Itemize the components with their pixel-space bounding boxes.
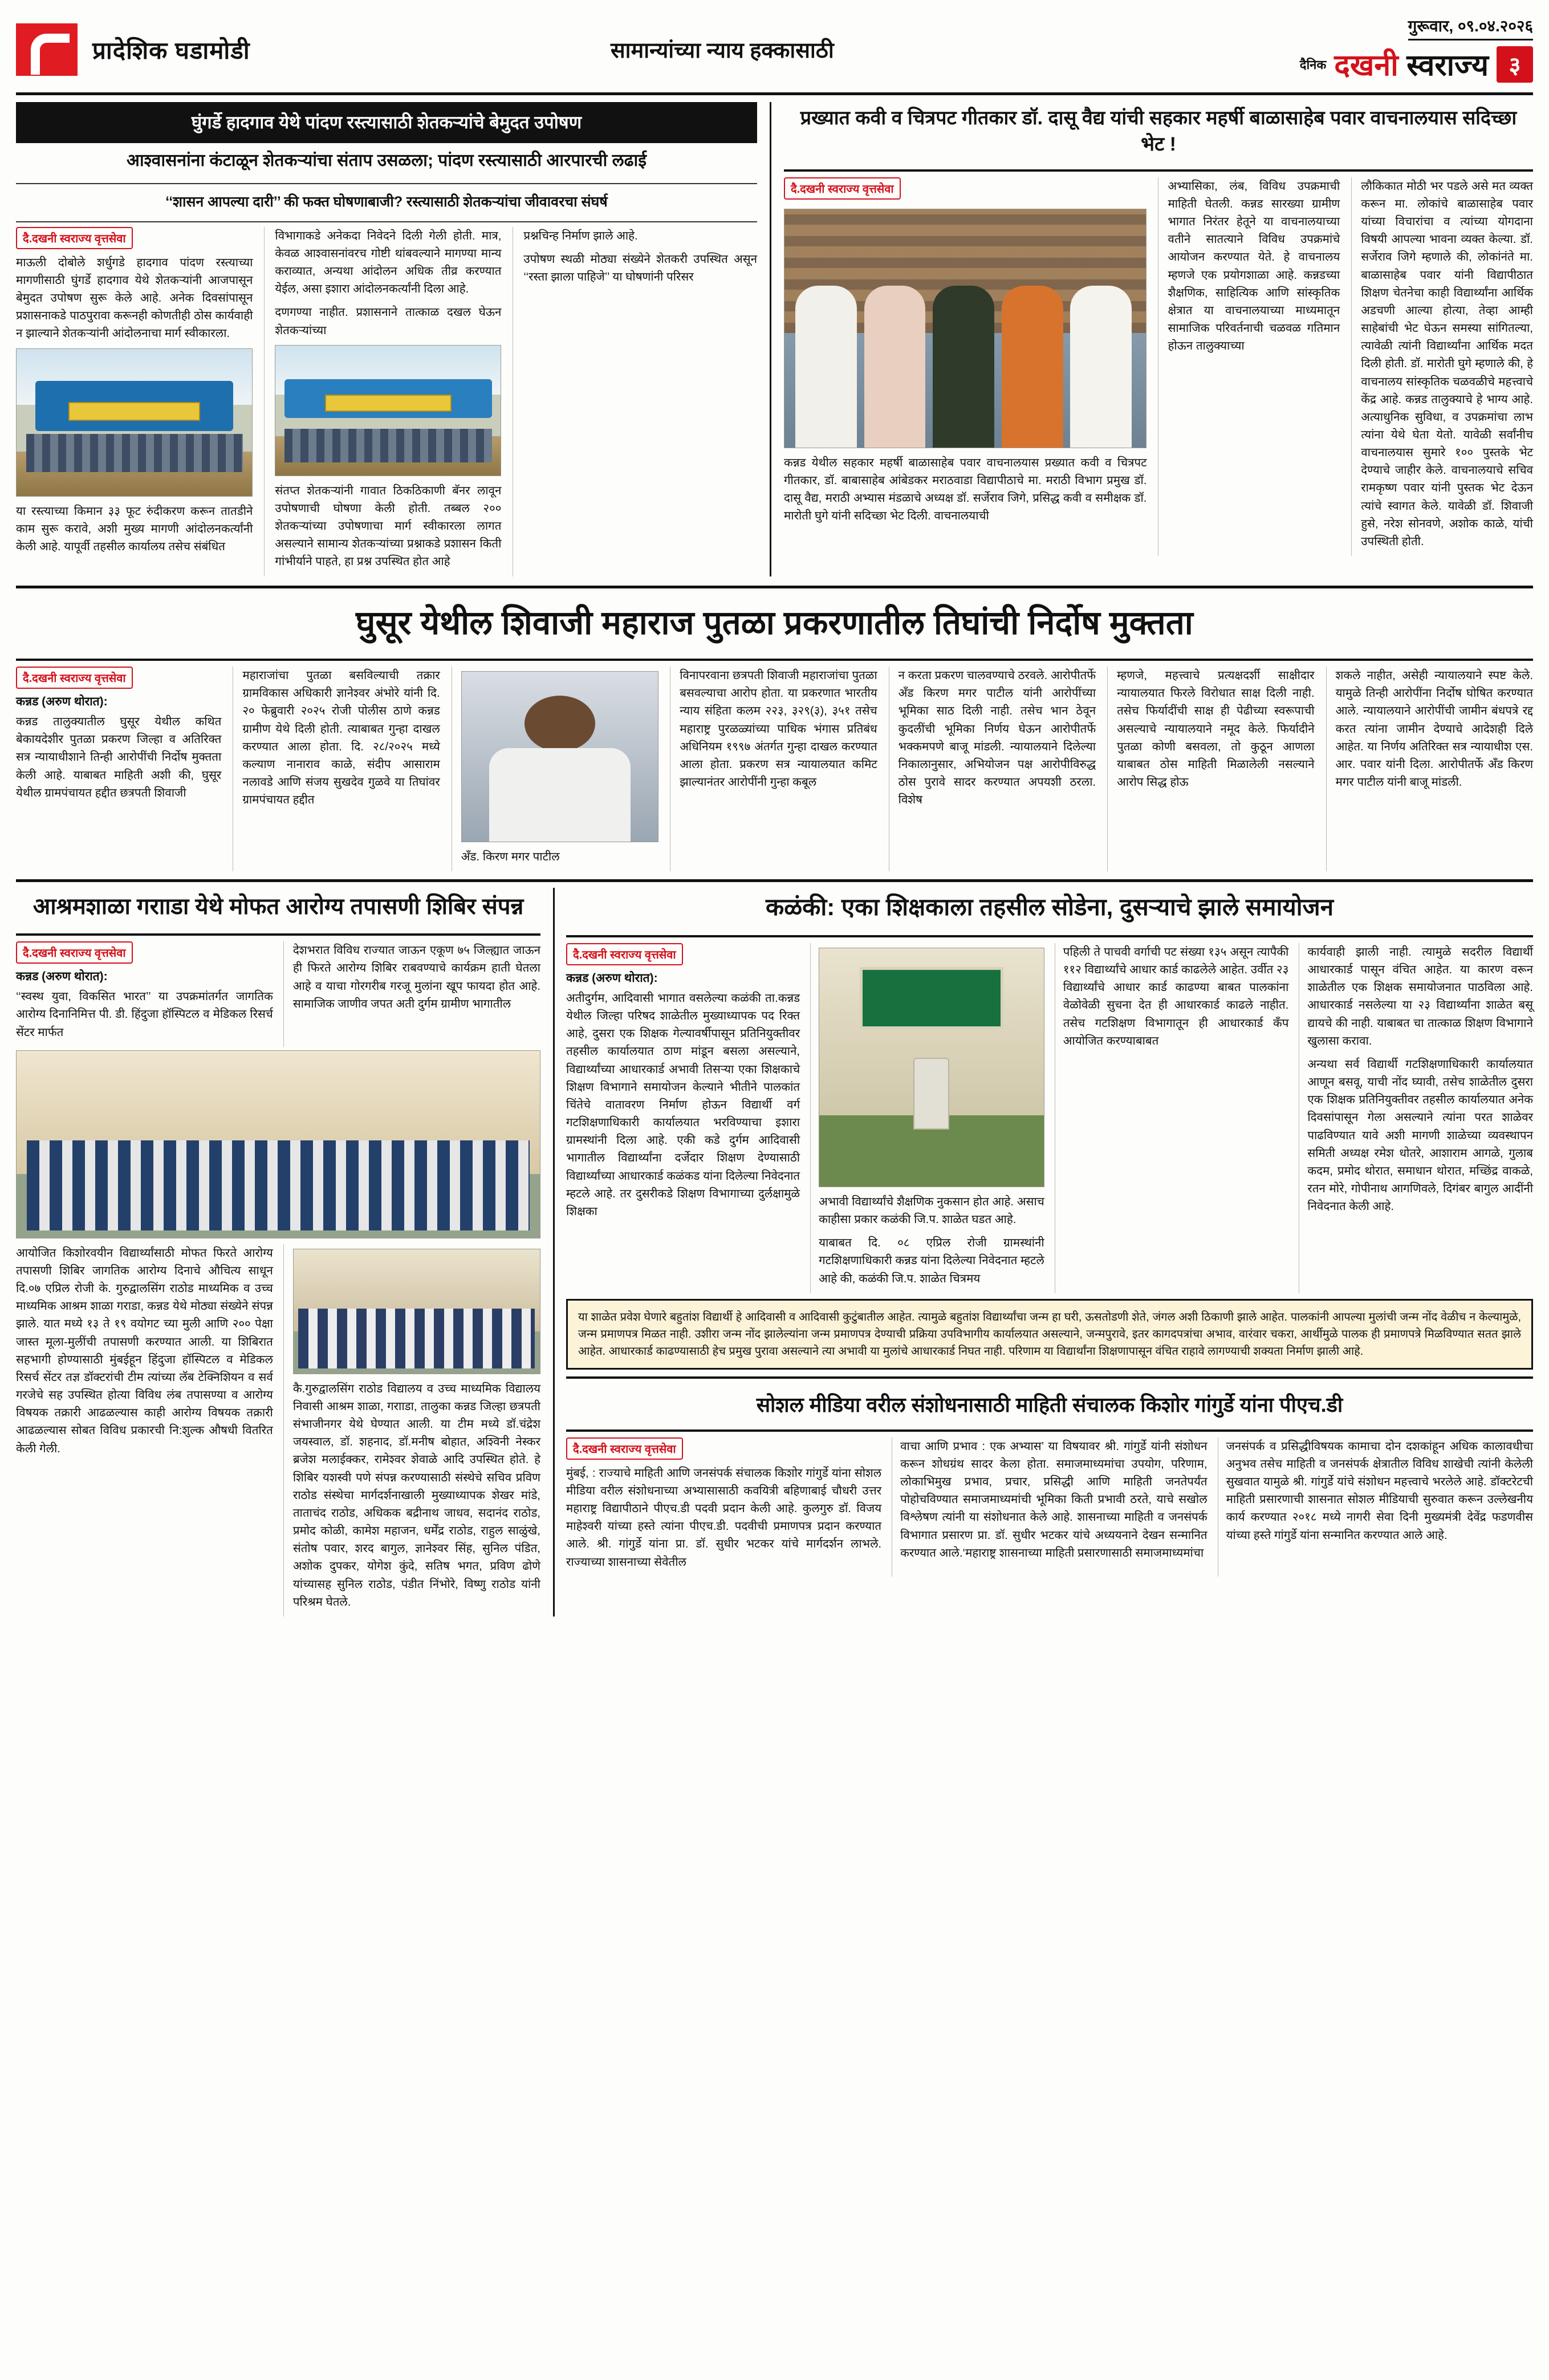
story1-subhead: आश्वासनांना कंटाळून शेतकऱ्यांचा संताप उसळला; पांदण रस्त्यासाठी आरपारची लढाई <box>127 151 647 170</box>
story4-location: कन्नड (अरुण थोरात): <box>16 970 108 984</box>
section-title: प्रादेशिक घडामोडी <box>92 36 250 64</box>
story5-para-0: अतीदुर्गम, आदिवासी भागात वसलेल्या कळंकी ता.कन्नड येथील जिल्हा परिषद शाळेतील मुख्याध्यापक पद रिक्त आहे, दुसरा एक शिक्षक गेल्यावर्षीपासून प्रतिनियुक्तीवर तहसील कार्यालयात ठाण मांडून बसला असल्याने, विद्यार्थ्यांच्या आधारकार्ड अभावी तिसऱ्या एका शिक्षकाचे शिक्षण विभागाने समायोजन केल्याने भीतीने पालकांत चिंतेचे वातावरण निर्माण होऊन विद्यार्थी वर्ग गटशिक्षणाधिकारी कार्यालयात भरविण्याचा इशारा ग्रामस्थांनी दिला आहे. एकी कडे दुर्गम आदिवासी भागातील विद्यार्थ्यांना दर्जेदार शिक्षण देण्यासाठी विद्यार्थ्यांच्या आधारकार्ड कळंकड यांना दिलेल्या निवेदनात म्हटले आहे. तर दुसरीकडे शिक्षण विभागाच्या दुर्लक्षामुळे शिक्षका <box>566 992 800 1218</box>
story2-para-1: अभ्यासिका, लंब, विविध उपक्रमाची माहिती घेतली. कन्नड सारख्या ग्रामीण भागात निरंतर हेतूने या वाचनालयाच्या वतीने सातत्याने विविध उपक्रमांचे आयोजन करण्यात येते. हे वाचनालय म्हणजे एक प्रयोगशाळा आहे. कन्नडच्या शैक्षणिक, साहित्यिक आणि सांस्कृतिक क्षेत्रात या वाचनालयाच्या माध्यमातून सामाजिक परिवर्तनाची चळवळ गतिमान होऊन तालुक्याच्या <box>1168 179 1340 353</box>
story4-para-3: कै.गुरुद्वालसिंग राठोड विद्यालय व उच्च माध्यमिक विद्यालय निवासी आश्रम शाळा, गरााडा, तालुका कन्नड जिल्हा छत्रपती संभाजीनगर येथे घेण्यात आली. या टीम मध्ये डॉ.चंद्रेश जयस्वाल, डॉ. शहनाद, डॉ.मनीष बोहात, अश्विनी नेस्कर ब्रजेश मलाईक्कर, रामेश्वर शेवाळे आदि उपस्थित होते. हे शिबिर यशस्वी पणे संपन्न करण्यासाठी संस्थेचे सचिव प्रविण राठोड संस्थेचा मार्गदर्शनाखाली मुख्याध्यापक शेखर मांडे, ताताचंद राठोड, अधिकक बद्रीनाथ जाधव, सदानंद राठोड, प्रमोद कोळी, कामेश महाजन, धर्मेंद्र राठोड, राहुल साळुंखे, संतोष पवार, शरद बागुल, ज्ञानेश्वर सिंह, सुनिल पंडित, अशोक दुपकर, योगेश कुंदे, सतिष भगत, प्रविण ढोणे यांच्यासह सुनिल राठोड, पंडीत निंभोरे, विष्णु राठोड यांनी परिश्रम घेतले. <box>292 1382 540 1609</box>
story6-para-2: जनसंपर्क व प्रसिद्धीविषयक कामाचा दोन दशकांहून अधिक कालावधीचा अनुभव तसेच माहिती व जनसंपर्क क्षेत्रातील विविध शाखेची त्यांनी केलेली सुखवात यामुळे श्री. गांगुर्डे यांचे संशोधन महत्त्वाचे भरलेले आहे. डॉक्टरेटची माहिती प्रसारणाची शासनात सोशल मीडियाची सुरुवात करून उल्लेखनीय कार्य करण्यात २०१८ मध्ये नागरी सेवा दिनी मुख्यमंत्री देवेंद्र फडणवीस यांच्या हस्ते गांगुर्डे यांना सन्मानित करण्यात आले आहे. <box>1226 1439 1533 1542</box>
story-health-camp <box>16 888 540 1617</box>
story5-para-4: कार्यवाही झाली नाही. त्यामुळे सदरील विद्यार्थी आधारकार्ड पासून वंचित आहेत. या कारण वरून शाळेतील एक शिक्षक समायोजनात पाठविला आहे. आधारकार्ड नसलेल्या या २३ विद्यार्थ्यांना शाळेत बसू द्यायचे की नाही. याबाबत चा तात्काळ शिक्षण विभागाने खुलासा करावा. <box>1307 945 1533 1047</box>
story4-headline: आश्रमशाळा गरााडा येथे मोफत आरोग्य तपासणी शिबिर संपन्न <box>32 894 524 920</box>
story2-photo <box>784 209 1146 448</box>
story2-byline: दै.दखनी स्वराज्य वृत्तसेवा <box>784 177 901 200</box>
story1-para-1: या रस्त्याच्या किमान ३३ फूट रुंदीकरण करून तातडीने काम सुरू करावे, अशी मुख्य मागणी आंदोलनकर्त्यांनी केली आहे. यापूर्वी तहसील कार्यालय तसेच संबंधित <box>16 504 253 553</box>
story4-byline: दै.दखनी स्वराज्य वृत्तसेवा <box>16 941 133 964</box>
story3-photo-caption: अँड. किरण मगर पाटील <box>461 850 560 864</box>
story1-para-5: प्रश्नचिन्ह निर्माण झाले आहे. <box>523 229 638 242</box>
story5-byline: दै.दखनी स्वराज्य वृत्तसेवा <box>566 943 683 965</box>
story1-byline: दै.दखनी स्वराज्य वृत्तसेवा <box>16 227 133 249</box>
story-teacher-transfer <box>553 888 1533 1617</box>
page-number-badge: ३ <box>1497 46 1533 83</box>
notice-box: या शाळेत प्रवेश घेणारे बहुतांश विद्यार्थी हे आदिवासी व आदिवासी कुटुंबातील आहेत. त्यामुळे बहुतांश विद्यार्थ्यांचा जन्म हा घरी, ऊसतोडणी शेते, जंगल अशी ठिकाणी झाले आहेत. पालकांनी आपल्या मुलांची जन्म नोंद वेळीच न केल्यामुळे, जन्म प्रमाणपत्र मिळत नाही. उशीरा जन्म नोंद झालेल्यांना जन्म प्रमाणपत्र देण्याची प्रक्रिया उपविभागीय कार्यालयात असल्याने, जन्मपुरावे, इतर कागदपत्रांचा अभाव, वारंवार चकरा, आर्थीमुळे पालक ही प्रमाणपत्रे मिळविण्यात सतत झाले आहेत. आधारकार्ड काढण्यासाठी हेच प्रमुख पुरावा असल्याने त्या अभावी या मुलांचे आधारकार्ड निघत नाही. परिणाम या विद्यार्थांना शिक्षणापासून वंचित राहावे लागण्याची शक्यता निर्माण झाली आहे. <box>566 1299 1533 1370</box>
story3-location: कन्नड (अरुण थोरात): <box>16 695 108 709</box>
story2-para-2: लौकिकात मोठी भर पडले असे मत व्यक्त करून मा. लोकांचे बाळासाहेब पवार यांच्या विचारांचा व त्यांच्या योगदाना विषयी आपल्या भावना व्यक्त केल्या. डॉ. सर्जेराव जिगे म्हणाले की, लोकांनंते मा. बाळासाहेब पवार यांनी विद्यापीठात शिक्षण चेतनेचा काही विद्यार्थ्यांना आर्थिक अडचणी आल्या होत्या, तेव्हा आम्ही साहेबांची भेट घेऊन समस्या सांगितल्या, त्यावेळी त्यांनी विद्यार्थ्यांना आर्थिक मदत दिली होती. डॉ. मारोती घुगे म्हणाले की, हे वाचनालय सांस्कृतिक चळवळीचे महत्त्वाचे केंद्र आहे. कन्नड तालुक्याचे हे भाग्य आहे. अत्याधुनिक सुविधा, व उपक्रमांचा लाभ त्यांना येथे घेता येतो. यावेळी सर्वांनीच वाचनालयास सुमारे १०० पुस्तके भेट देण्याचे जाहीर केले. वाचनालयाचे सचिव रामकृष्ण पवार यांनी पुस्तक भेट देऊन त्यांचे स्वागत केले. यावेळी डॉ. शिवाजी हुसे, नरेश सोनवणे, अशोक काळे, यांची उपस्थिती होती. <box>1361 179 1533 548</box>
story5-location: कन्नड (अरुण थोरात): <box>566 972 658 985</box>
masthead-tagline: सामान्यांच्या न्याय हक्कासाठी <box>610 39 834 63</box>
bottom-stories-row <box>16 888 1533 1617</box>
story2-para-0: कन्नड येथील सहकार महर्षी बाळासाहेब पवार वाचनालयास प्रख्यात कवी व चित्रपट गीतकार, डॉ. बाबासाहेब आंबेडकर मराठवाडा विद्यापीठाचे मा. मराठी विभाग प्रमुख डॉ. दासू वैद्य, मराठी अभ्यास मंडळाचे अध्यक्ष डॉ. सर्जेराव जिगे, प्रसिद्ध कवी व समीक्षक डॉ. मारोती घुगे यांनी सदिच्छा भेट दिली. वाचनालयाची <box>784 456 1147 523</box>
story3-para-0: कन्नड तालुक्यातील घुसूर येथील कथित बेकायदेशीर पुतळा प्रकरण जिल्हा व अतिरिक्त सत्र न्यायाधीशाने तिन्ही आरोपींची निर्दोष मुक्तता केली आहे. याबाबत माहिती अशी की, घुसूर येथील ग्रामपंचायत हद्दीत छत्रपती शिवाजी <box>16 715 222 799</box>
story4-photo <box>16 1050 540 1238</box>
story3-portrait-photo <box>461 671 658 842</box>
story3-para-1: महाराजांचा पुतळा बसविल्याची तक्रार ग्रामविकास अधिकारी ज्ञानेश्वर अंभोरे यांनी दि. २० फेब्रुवारी २०२५ रोजी पोलीस ठाणे कन्नड ग्रामीण येथे दिली होती. त्याबाबत गुन्हा दाखल करण्यात आला होता. दि. २८/२०२५ मध्ये कल्याण नानाराव काळे, संदीप आसाराम नलावडे आणि संजय सुखदेव गुळवे या तिघांवर ग्रामपंचायत हद्दीत <box>242 669 440 807</box>
brand-name-1: दखनी <box>1334 49 1398 82</box>
story5-para-2: याबाबत दि. ०८ एप्रिल रोजी ग्रामस्थांनी गटशिक्षणाधिकारी कन्नड यांना दिलेल्या निवेदनात म्हटले आहे की, कळंकी जि.प. शाळेत चित्रमय <box>819 1236 1044 1285</box>
story-hunger-strike <box>16 102 757 576</box>
masthead <box>16 15 1533 95</box>
story6-para-0: मुंबई, : राज्याचे माहिती आणि जनसंपर्क संचालक किशोर गांगुर्डे यांना सोशल मीडिया वरील संशोधनाच्या अभ्यासासाठी कवयित्री बहिणाबाई चौधरी उत्तर महाराष्ट्र विद्यापीठाने पीएच.डी पदवी प्रदान केली आहे. कुलगुरु डॉ. विजय माहेश्वरी यांच्या हस्ते त्यांना पीएच.डी. पदवीची प्रमाणपत्र प्रदान करण्यात आले. श्री. गांगुर्डे यांना प्रा. डॉ. सुधीर भटकर यांचे मार्गदर्शन लाभले. राज्याच्या शासनाच्या सेवेतील <box>566 1466 882 1569</box>
story1-headline: घुंगर्डे हादगाव येथे पांदण रस्त्यासाठी शेतकऱ्यांचे बेमुदत उपोषण <box>18 104 755 141</box>
story3-para-2: विनापरवाना छत्रपती शिवाजी महाराजांचा पुतळा बसवल्याचा आरोप होता. या प्रकरणात भारतीय न्याय संहिता कलम २२३, ३२९(३), ३५१ तसेच महाराष्ट्र पुरळळ्यांच्या पाधिक भंगास प्रतिबंध अधिनियम १९९७ अंतर्गत गुन्हा दाखल करण्यात आला होता. प्रकरण सत्र न्यायालयात कमिट झाल्यानंतर आरोपींनी गुन्हा कबूल <box>680 669 877 789</box>
story3-headline: घुसूर येथील शिवाजी महाराज पुतळा प्रकरणातील तिघांची निर्दोष मुक्तता <box>356 604 1193 641</box>
newspaper-logo-icon <box>16 23 78 76</box>
story5-photo <box>819 948 1044 1187</box>
story1-photo-2 <box>275 345 501 476</box>
story4-para-0: ‘‘स्वस्थ युवा, विकसित भारत’’ या उपक्रमांतर्गत जागतिक आरोग्य दिनानिमित्त पी. डी. हिंदुजा हॉस्पिटल व मेडिकल रिसर्च सेंटर मार्फत <box>16 990 273 1039</box>
brand-name-2: स्वराज्य <box>1406 49 1489 82</box>
story2-headline: प्रख्यात कवी व चित्रपट गीतकार डॉ. दासू वैद्य यांची सहकार महर्षी बाळासाहेब पवार वाचनालयास सदिच्छा भेट ! <box>800 107 1517 155</box>
story6-headline: सोशल मीडिया वरील संशोधनासाठी माहिती संचालक किशोर गांगुर्डे यांना पीएच.डी <box>756 1392 1343 1416</box>
story1-photo <box>16 348 253 497</box>
top-stories-row <box>16 102 1533 576</box>
story-statue-acquittal <box>16 594 1533 872</box>
masthead-right <box>1168 15 1533 84</box>
story3-byline: दै.दखनी स्वराज्य वृत्तसेवा <box>16 667 133 689</box>
story3-para-3: न करता प्रकरण चालवण्याचे ठरवले. आरोपीतर्फे अँड किरण मगर पाटील यांनी आरोपींच्या भूमिका साठ दिली नाही. तसेच भान ठेवून कुदलींची भूमिका निर्णय घेऊन आरोपीतर्फे भक्कमपणे बाजू मांडली. न्यायालयाने दिलेल्या निकालानुसार, अभियोजन पक्ष आरोपीविरुद्ध ठोस पुरावे सादर करण्यात अपयशी ठरला. विशेष <box>898 669 1096 807</box>
publication-date: गुरूवार, ०९.०४.२०२६ <box>1408 15 1533 40</box>
story4-para-1: देशभरात विविध राज्यात जाऊन एकूण ७५ जिल्ह्यात जाऊन ही फिरते आरोग्य शिबिर राबवण्याचे कार्यक्रम हाती घेतला आहे व याचा गोरगरीब गरजू मुलांना खूप फायदा होत आहे. सामाजिक जाणीव जपत अती दुर्गम ग्रामीण भागातील <box>292 944 540 1010</box>
story1-para-4: दणगण्या नाहीत. प्रशासनाने तात्काळ दखल घेऊन शेतकऱ्यांच्या <box>275 306 502 337</box>
story5-para-3: पहिली ते पाचवी वर्गाची पट संख्या १३५ असून त्यापैकी ११२ विद्यार्थ्यांचे आधार कार्ड काढलेले आहेत. उर्वीत २३ विद्यार्थ्यांचे आधार कार्ड काढण्या बाबत पालकांना वेळोवेळी सुचना देत ही आधारकार्ड काढले नाहीत. तसेच गटशिक्षण विभागातून ही आधारकार्ड कॅंप आयोजित करण्याबाबत <box>1063 945 1289 1047</box>
story3-para-4: म्हणजे, महत्त्वाचे प्रत्यक्षदर्शी साक्षीदार न्यायालयात फिरले विरोधात साक्ष दिली नाही. तसेच फिर्यादींची साक्ष ही पेढीच्या स्वरूपाची असल्याचे न्यायालयाने नमूद केले. फिर्यादीने पुतळा कोणी बसवला, तो कुठून आणला याबाबत ठोस माहिती मिळालेली नसल्याने आरोप सिद्ध होऊ <box>1117 669 1315 789</box>
story5-para-1: अभावी विद्यार्थ्यांचे शैक्षणिक नुकसान होत आहे. असाच काहीसा प्रकार कळंकी जि.प. शाळेत घडत आहे. <box>819 1195 1044 1226</box>
story1-para-0: माऊली दोबोले शर्धुगडे हादगाव पांदण रस्त्याच्या मागणीसाठी घुंगर्डे हादगाव येथे शेतकऱ्यांनी आजपासून बेमुदत उपोषण सुरू केले आहे. अनेक दिवसांपासून प्रशासनाकडे पाठपुरावा करूनही कोणतीही ठोस कार्यवाही न झाल्याने शेतकऱ्यांनी आंदोलनाचा मार्ग स्वीकारला. <box>16 255 253 340</box>
story1-para-2: विभागाकडे अनेकदा निवेदने दिली गेली होती. मात्र, केवळ आश्वासनांवरच गोष्टी थांबवल्याने मागण्या मान्य कराव्यात, अन्यथा आंदोलन अधिक तीव्र करण्यात येईल, असा इशारा आंदोलनकर्त्यांनी दिला आहे. <box>275 229 502 296</box>
story1-subhead2: ‘‘शासन आपल्या दारी’’ की फक्त घोषणाबाजी? रस्त्यासाठी शेतकऱ्यांचा जीवावरचा संघर्ष <box>165 193 608 210</box>
story3-para-5: शकले नाहीत, असेही न्यायालयाने स्पष्ट केले. यामुळे तिन्ही आरोपींना निर्दोष घोषित करण्यात आले. न्यायालयाने आरोपींची जामीन बंधपत्रे रद्द करत त्यांना जामीन देण्याचे आदेशही दिले आहेत. या निर्णय अतिरिक्त सत्र न्यायाधीश एस. आर. पवार यांनी दिला. आरोपीतर्फे अँड किरण मगर पाटील यांनी बाजू मांडली. <box>1335 669 1534 789</box>
story4-photo-2 <box>293 1249 540 1374</box>
story6-byline: दै.दखनी स्वराज्य वृत्तसेवा <box>566 1437 683 1460</box>
story1-para-6: उपोषण स्थळी मोठ्या संख्येने शेतकरी उपस्थित असून ‘‘रस्ता झाला पाहिजे’’ या घोषणांनी परिसर <box>523 253 757 284</box>
story1-para-3: संतप्त शेतकऱ्यांनी गावात ठिकठिकाणी बॅनर लावून उपोषणाची घोषणा केली होती. तब्बल २०० शेतकऱ्यांच्या उपोषणाचा मार्ग स्वीकारला लागत असल्याने सामान्य शेतकऱ्यांच्या प्रश्नाकडे प्रशासन किती गांभीर्याने पाहते, हा प्रश्न उपस्थित होत आहे <box>275 484 502 568</box>
story-library-visit <box>770 102 1533 576</box>
story6-para-1: वाचा आणि प्रभाव : एक अभ्यास’ या विषयावर श्री. गांगुर्डे यांनी संशोधन करून शोधग्रंथ सादर केला होता. समाजमाध्यमांचा उपयोग, परिणाम, लोकाभिमुख प्रभाव, प्रचार, प्रसिद्धी आणि माहिती जनतेपर्यंत पोहोचविण्यात समाजमाध्यमांची भूमिका किती प्रभावी ठरते, याचे सखोल विश्लेषण त्यांनी या संशोधनात केले आहे. शासनाच्या माहिती व जनसंपर्क विभागात प्रसारण प्रा. डॉ. सुधीर भटकर यांचे अध्ययनाने देखन सन्मानित करण्यात आले.‘महाराष्ट्र शासनाच्या माहिती प्रसारणासाठी समाजमाध्यमांचा <box>900 1439 1208 1559</box>
brand-row <box>1300 44 1533 84</box>
story4-para-2: आयोजित किशोरवयीन विद्यार्थ्यांसाठी मोफत फिरते आरोग्य तपासणी शिबिर जागतिक आरोग्य दिनाचे औचित्य साधून दि.०७ एप्रिल रोजी के. गुरुद्वालसिंग राठोड माध्यमिक व उच्च माध्यमिक आश्रम शाळा गराडा, कन्नड येथे मोठ्या संख्येने संपन्न झाले. यात मध्ये १३ ते १९ वयोगट च्या मुली आणि २०० पेक्षा जास्त मूला-मुलींची तपासणी करण्यात आली. या शिबिरात सहभागी होण्यासाठी मुंबईहून हिंदुजा हॉस्पिटल व मेडिकल रिसर्च सेंटर तज्ञ डॉक्टरांची टीम त्यांच्या लॅब टेक्निशियन व सर्व गरजेचे सह उपस्थित होत्या विविध लंब तपासण्या व आरोग्य विषयक तक्रारी आढळल्यास काही आरोग्य विषयक तक्रारी आढळल्यास सोबत विविध प्रकारची नि:शुल्क औषधी वितरित केली गेली. <box>16 1246 273 1455</box>
story5-headline: कळंकी: एका शिक्षकाला तहसील सोडेना, दुसऱ्याचे झाले समायोजन <box>765 893 1334 921</box>
brand-prefix: दैनिक <box>1299 57 1327 72</box>
story5-para-5: अन्यथा सर्व विद्यार्थी गटशिक्षणाधिकारी कार्यालयात आणून बसवू, याची नोंद घ्यावी, तसेच शाळेतील दुसरा एक शिक्षक प्रतिनियुक्तीवर तहसील कार्यालयात अनेक दिवसांपासून गेला असल्याने त्यांना परत शाळेवर पाढविण्यात यावे अशी मागणी शाळेच्या व्यवस्थापन समिती अध्यक्ष रमेश धोतरे, आशाराम आगळे, गुलाब कदम, प्रमोद थोरात, समाधान थोरात, मच्छिंद्र वाकळे, रतन मोरे, गोपीनाथ आगणिवले, दिगंबर बागुल आदींनी निवेदनात केली आहे. <box>1307 1057 1533 1213</box>
